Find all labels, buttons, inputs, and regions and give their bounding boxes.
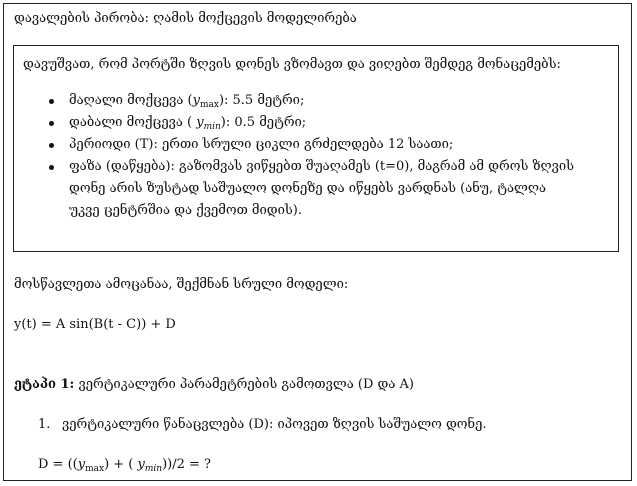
formula-text: ) + ( <box>104 457 138 472</box>
bullet-phase-line-3: უკვე ცენტრშია და ქვემოთ მიდის). <box>69 203 303 218</box>
bullet-marker <box>49 165 54 170</box>
task-conditions-box <box>13 45 619 252</box>
step-1-number: 1. <box>38 417 51 432</box>
bullet-period: პერიოდი (T): ერთი სრული ციკლი გრძელდება 12 საათი; <box>69 137 454 152</box>
math-subscript: max <box>199 100 219 110</box>
formula-text: D = (( <box>38 457 78 472</box>
stage-1-heading <box>14 378 414 391</box>
math-variable: y <box>192 93 200 108</box>
bullet-marker <box>49 99 54 104</box>
bullet-high-tide <box>69 93 305 110</box>
bullet-phase-line-2: დონე არის ზუსტად საშუალო დონეზე და იწყებს ვარდნას (ანუ, ტალღა <box>69 181 547 196</box>
bullet-text: მაღალი მოქცევა ( <box>69 93 193 108</box>
math-variable: y <box>137 457 145 472</box>
math-subscript: min <box>203 122 221 132</box>
task-title: დავალების პირობა: ღამის მოქცევის მოდელირება <box>14 11 357 26</box>
bullet-marker <box>49 143 54 148</box>
math-subscript: max <box>85 464 105 474</box>
model-formula: y(t) = A sin(B(t - C)) + D <box>14 317 176 332</box>
step-1-text: ვერტიკალური წანაცვლება (D): იპოვეთ ზღვის საშუალო დონე. <box>62 417 487 432</box>
bullet-phase-line-1: ფაზა (დაწყება): გაზომვას ვიწყებთ შუაღამეს (t=0), მაგრამ ამ დროს ზღვის <box>69 159 575 174</box>
d-formula <box>38 457 212 474</box>
formula-text: ))/2 = ? <box>162 457 212 472</box>
math-variable: y <box>196 115 204 130</box>
bullet-text: დაბალი მოქცევა ( <box>69 115 197 130</box>
bullet-low-tide <box>69 115 307 132</box>
instruction-text: მოსწავლეთა ამოცანაა, შექმნან სრული მოდელი: <box>14 277 349 292</box>
task-intro: დავუშვათ, რომ პორტში ზღვის დონეს ვზომავთ და ვიღებთ შემდეგ მონაცემებს: <box>23 57 561 72</box>
math-subscript: min <box>144 464 163 474</box>
math-variable: y <box>77 457 86 472</box>
bullet-text: ): 0.5 მეტრი; <box>220 115 307 130</box>
stage-label: ეტაპი 1: <box>14 377 75 392</box>
stage-title: ვერტიკალური პარამეტრების გამოთვლა (D და A) <box>74 377 414 392</box>
bullet-marker <box>49 121 54 126</box>
bullet-text: ): 5.5 მეტრი; <box>218 93 305 108</box>
